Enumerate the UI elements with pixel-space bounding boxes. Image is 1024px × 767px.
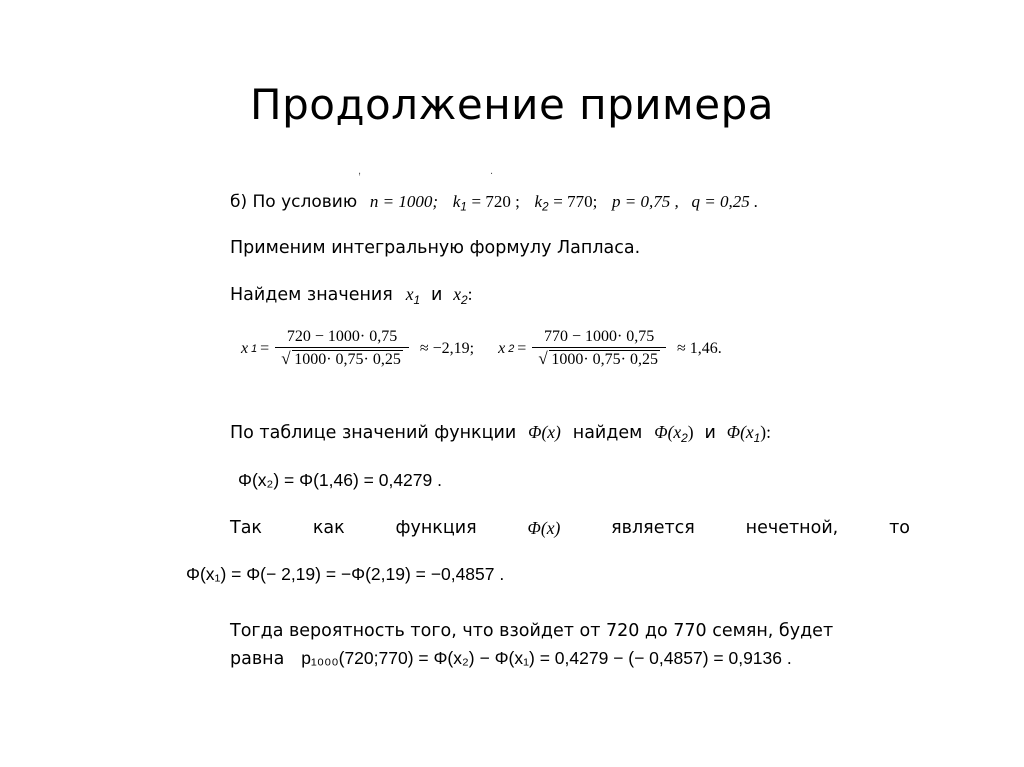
given-label: б) По условию — [230, 192, 358, 212]
find-x1: x — [405, 284, 414, 304]
sqrt-icon — [538, 350, 660, 369]
odd-word-2: функция — [395, 518, 477, 538]
formula-x2-label: x — [498, 339, 506, 357]
table-phi-x1-sub: 1 — [753, 430, 761, 445]
odd-word-6: то — [889, 518, 910, 538]
conclusion-block — [230, 618, 920, 673]
odd-word-5: нечетной, — [745, 518, 839, 538]
given-k1-value: = 720 ; — [471, 192, 520, 211]
find-x1-sub: 1 — [413, 292, 421, 307]
conclusion-text: Тогда вероятность того, что взойдет от 720 до 770 семян, будет — [230, 621, 834, 641]
formula-x2-eq: = — [517, 339, 527, 357]
odd-word-0: Так — [230, 518, 262, 538]
find-and: и — [430, 285, 443, 305]
find-x2: x — [453, 284, 461, 304]
formula-x2-radicand: 1000· 0,75· 0,25 — [551, 351, 658, 368]
odd-function-line — [230, 518, 910, 539]
given-k1: k — [452, 192, 461, 211]
formula-x1-radicand: 1000· 0,75· 0,25 — [294, 351, 401, 368]
find-label: Найдем значения — [230, 285, 393, 305]
formula-x1-label: x — [241, 339, 249, 357]
find-line — [230, 284, 473, 307]
tick-mark-right: . — [490, 165, 494, 177]
phi-x1-value-line: Φ(x₁) = Φ(− 2,19) = −Φ(2,19) = −0,4857 . — [186, 564, 505, 584]
table-lookup-label: По таблице значений функции — [230, 423, 517, 443]
formula-x1 — [238, 328, 477, 369]
odd-word-1: как — [312, 518, 345, 538]
given-line — [230, 192, 758, 214]
formula-x2-result: ≈ 1,46. — [676, 339, 722, 357]
conclusion-equals-label: равна — [230, 649, 285, 670]
formula-x-values — [238, 328, 725, 369]
formula-x1-eq: = — [260, 339, 270, 357]
apply-line: Применим интегральную формулу Лапласа. — [230, 238, 641, 258]
table-and: и — [704, 423, 716, 443]
given-k2-value: = 770; — [553, 192, 598, 211]
formula-x1-numerator: 720 − 1000· 0,75 — [275, 328, 409, 348]
table-phi-x: Φ(x) — [528, 422, 561, 442]
table-phi-x2: Φ(x — [654, 422, 682, 442]
tick-mark-left: , — [358, 165, 362, 177]
formula-x1-result: ≈ −2,19; — [419, 339, 475, 357]
table-phi-x1: Φ(x — [726, 422, 754, 442]
conclusion-formula: p₁₀₀₀(720;770) = Φ(x₂) − Φ(x₁) = 0,4279 − (− 0,4857) = 0,9136 . — [301, 648, 792, 669]
formula-x1-denominator — [275, 348, 409, 369]
given-p: p = 0,75 , — [612, 192, 679, 211]
formula-x1-sub: 1 — [251, 342, 258, 355]
sqrt-icon — [281, 350, 403, 369]
formula-x2 — [495, 328, 725, 369]
table-phi-x2-end: ) — [687, 422, 694, 442]
odd-word-phi: Φ(x) — [527, 518, 561, 538]
table-lookup-find: найдем — [572, 423, 643, 443]
phi-x2-value-line: Φ(x₂) = Φ(1,46) = 0,4279 . — [238, 470, 442, 490]
find-colon: : — [467, 284, 473, 304]
table-lookup-line — [230, 422, 771, 445]
given-k2: k — [534, 192, 543, 211]
formula-x1-fraction — [275, 328, 409, 369]
formula-x2-denominator — [532, 348, 666, 369]
odd-word-4: является — [611, 518, 695, 538]
formula-x2-numerator: 770 − 1000· 0,75 — [532, 328, 666, 348]
formula-x2-sub: 2 — [508, 342, 515, 355]
given-k2-sub: 2 — [542, 201, 549, 214]
given-n: n = 1000; — [369, 192, 439, 211]
table-phi-x2-sub: 2 — [681, 430, 688, 445]
find-x2-sub: 2 — [461, 292, 468, 307]
given-k1-sub: 1 — [460, 201, 467, 214]
table-phi-x1-end: ): — [760, 422, 771, 442]
given-q: q = 0,25 . — [691, 192, 759, 211]
formula-x2-fraction — [532, 328, 666, 369]
page-title: Продолжение примера — [250, 80, 774, 130]
